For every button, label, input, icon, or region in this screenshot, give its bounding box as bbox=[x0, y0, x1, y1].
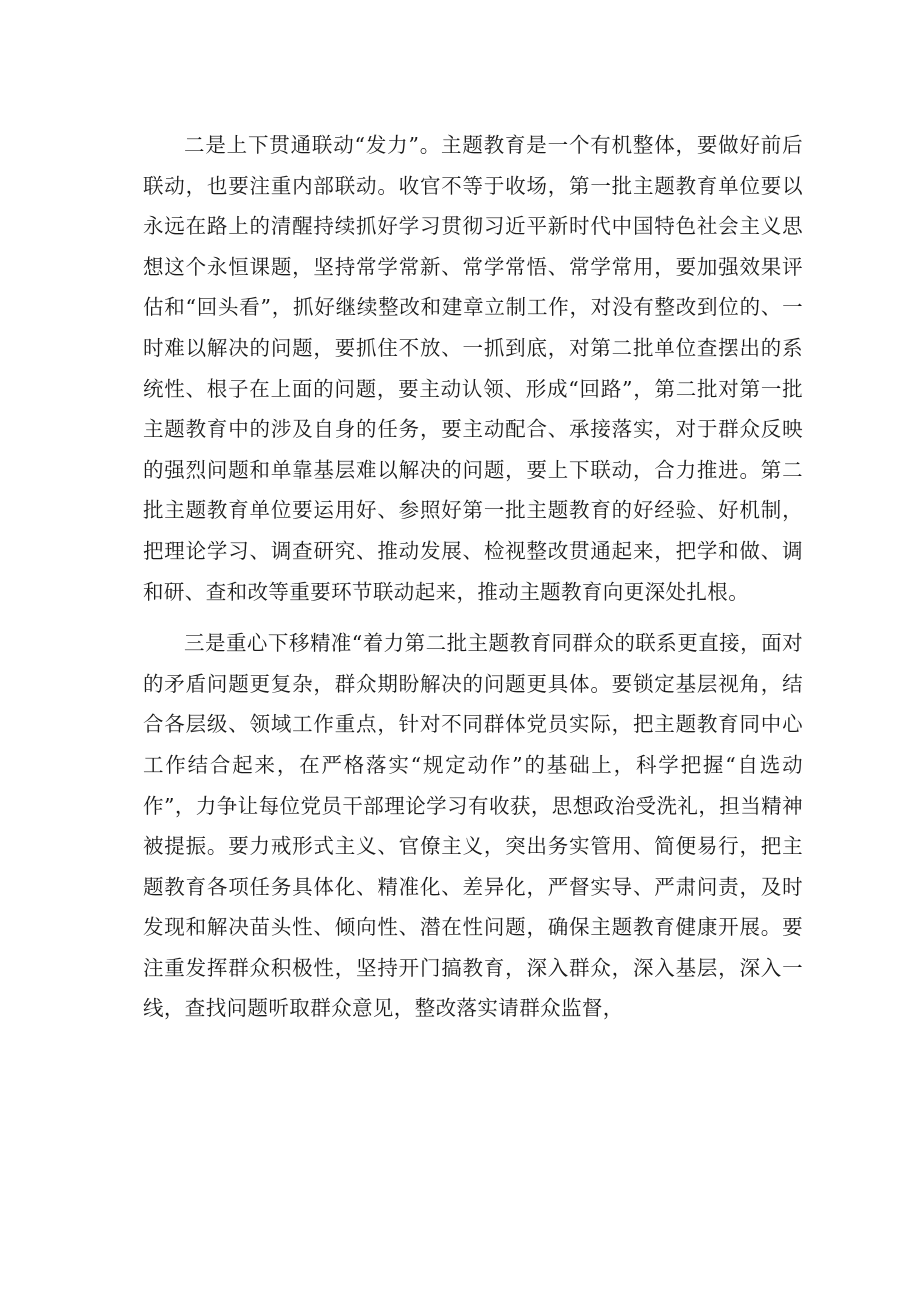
paragraph-3-focus-downward: 三是重心下移精准“着力第二批主题教育同群众的联系更直接，面对的矛盾问题更复杂，群众期盼解决的问题更具体。要锁定基层视角，结合各层级、领域工作重点，针对不同群体党员实际，把主题教育同中心工作结合起来，在严格落实“规定动作”的基础上，科学把握“自选动作”，力争让每位党员干部理论学习有收获，思想政治受洗礼，担当精神被提振。要力戒形式主义、官僚主义，突出务实管用、简便易行，把主题教育各项任务具体化、精准化、差异化，严督实导、严肃问责，及时发现和解决苗头性、倾向性、潜在性问题，确保主题教育健康开展。要注重发挥群众积极性，坚持开门搞教育，深入群众，深入基层，深入一线，查找问题听取群众意见，整改落实请群众监督， bbox=[143, 631, 803, 1021]
document-body bbox=[143, 125, 803, 1029]
paragraph-2-upper-lower-linkage: 二是上下贯通联动“发力”。主题教育是一个有机整体，要做好前后联动，也要注重内部联动。收官不等于收场，第一批主题教育单位要以永远在路上的清醒持续抓好学习贯彻习近平新时代中国特色社会主义思想这个永恒课题，坚持常学常新、常学常悟、常学常用，要加强效果评估和“回头看”，抓好继续整改和建章立制工作，对没有整改到位的、一时难以解决的问题，要抓住不放、一抓到底，对第二批单位查摆出的系统性、根子在上面的问题，要主动认领、形成“回路”，第二批对第一批主题教育中的涉及自身的任务，要主动配合、承接落实，对于群众反映的强烈问题和单靠基层难以解决的问题，要上下联动，合力推进。第二批主题教育单位要运用好、参照好第一批主题教育的好经验、好机制，把理论学习、调查研究、推动发展、检视整改贯通起来，把学和做、调和研、查和改等重要环节联动起来，推动主题教育向更深处扎根。 bbox=[143, 133, 803, 604]
